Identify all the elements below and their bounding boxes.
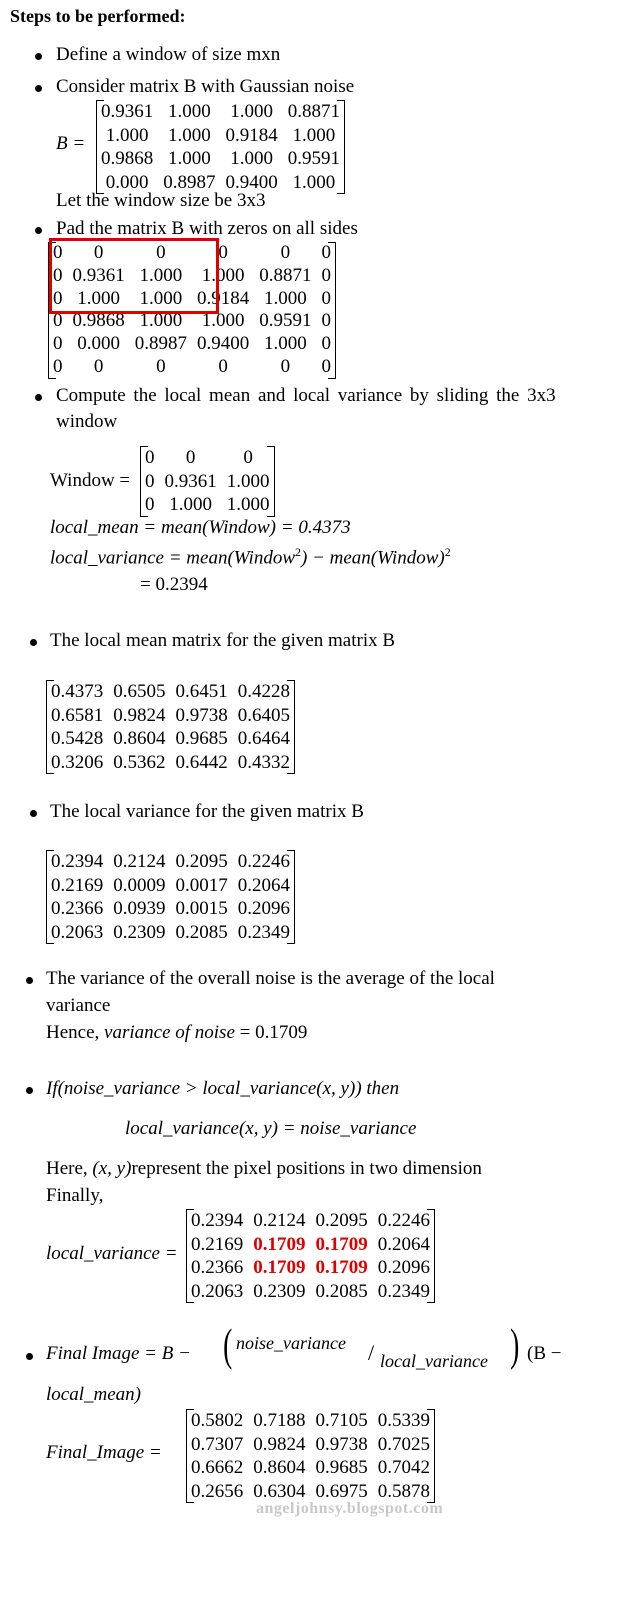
final-image-formula: Final Image = B − <box>46 1343 191 1364</box>
matrix-cell: 0 <box>185 447 196 468</box>
matrix-cell: 1.000 <box>230 148 273 169</box>
matrix-cell: 0 <box>321 355 331 377</box>
window-size-note: Let the window size be 3x3 <box>56 190 266 211</box>
matrix-cell: 1.000 <box>139 264 183 286</box>
matrix-row <box>46 897 295 921</box>
bullet-icon <box>30 810 37 817</box>
matrix-cell: 0.9868 <box>72 310 125 332</box>
matrix-cell: 0.2064 <box>237 874 290 896</box>
matrix-cell: 0 <box>53 264 63 286</box>
matrix-cell: 0.2063 <box>191 1280 244 1302</box>
watermark: angeljohnsy.blogspot.com <box>256 1500 444 1517</box>
matrix-cell: 0.2096 <box>237 898 290 919</box>
matrix-cell: 0 <box>145 470 155 492</box>
matrix-cell: 0 <box>145 494 155 515</box>
step-gaussian-noise: Consider matrix B with Gaussian noise <box>56 76 355 97</box>
matrix-cell: 0.2246 <box>377 1210 430 1231</box>
matrix-cell: 1.000 <box>292 124 336 146</box>
step-define-window: Define a window of size mxn <box>56 44 281 65</box>
matrix-cell: 0.7105 <box>315 1410 368 1431</box>
matrix-cell: 1.000 <box>292 171 336 193</box>
matrix-cell: 0.4228 <box>237 681 290 702</box>
matrix-cell: 0.2246 <box>237 851 290 872</box>
matrix-cell: 0 <box>156 242 166 263</box>
matrix-cell: 0.6662 <box>191 1457 244 1478</box>
matrix-cell: 0 <box>145 447 155 468</box>
formula-denominator: local_variance <box>380 1351 488 1371</box>
if-condition: If(noise_variance > local_variance(x, y)) then <box>46 1078 400 1099</box>
step-overall-noise: The variance of the overall noise is the average of the local <box>46 968 495 989</box>
final-variance-label: local_variance = <box>46 1243 178 1264</box>
matrix-cell: 0.2124 <box>113 851 166 872</box>
matrix-cell: 0.6505 <box>113 681 166 702</box>
formula-tail-cont: local_mean) <box>46 1384 141 1405</box>
matrix-cell: 0.1709 <box>315 1233 368 1255</box>
matrix-cell: 0.2095 <box>175 851 228 872</box>
step-local-variance: The local variance for the given matrix B <box>50 801 364 822</box>
matrix-cell: 0.5802 <box>191 1410 244 1431</box>
local-mean-matrix <box>46 680 295 774</box>
matrix-cell: 0 <box>321 287 331 309</box>
matrix-cell: 0 <box>53 242 63 263</box>
matrix-row <box>46 850 295 874</box>
matrix-cell: 0 <box>321 242 331 263</box>
final-image-label: Final_Image = <box>46 1442 162 1463</box>
matrix-cell: 0.1709 <box>253 1257 306 1278</box>
matrix-cell: 0.2169 <box>51 874 104 896</box>
matrix-cell: 0 <box>156 355 166 377</box>
matrix-cell: 0.9685 <box>315 1457 368 1478</box>
matrix-row <box>46 751 295 775</box>
matrix-row <box>46 874 295 898</box>
matrix-cell: 0.6581 <box>51 704 104 726</box>
matrix-cell: 0.6442 <box>175 751 228 773</box>
matrix-cell: 0.6304 <box>253 1480 306 1502</box>
matrix-cell: 0.2095 <box>315 1210 368 1231</box>
step-compute-local-cont: window <box>56 411 118 432</box>
matrix-cell: 1.000 <box>230 101 273 122</box>
matrix-cell: 0 <box>280 242 291 263</box>
bullet-icon <box>26 1353 33 1360</box>
matrix-cell: 0.9184 <box>197 287 250 309</box>
assignment-line: local_variance(x, y) = noise_variance <box>125 1118 417 1139</box>
matrix-cell: 0.2085 <box>315 1280 368 1302</box>
matrix-cell: 0.9591 <box>259 310 312 332</box>
window-highlight-box <box>49 238 219 314</box>
matrix-cell: 0.6405 <box>237 704 290 726</box>
matrix-cell: 0.4332 <box>237 751 290 773</box>
matrix-cell: 0.1709 <box>315 1257 368 1278</box>
matrix-cell: 0.2394 <box>51 851 104 872</box>
matrix-cell: 0.0939 <box>113 898 166 919</box>
matrix-cell: 0.2096 <box>377 1257 430 1278</box>
matrix-row <box>46 704 295 728</box>
matrix-cell: 0 <box>53 355 63 377</box>
step-compute-local: Compute the local mean and local variance by sliding the 3x3 <box>56 385 556 406</box>
matrix-cell: 0 <box>218 242 228 263</box>
matrix-cell: 0.5878 <box>377 1480 430 1502</box>
page-heading: Steps to be performed: <box>10 6 186 26</box>
matrix-cell: 0.7188 <box>253 1410 306 1431</box>
matrix-cell: 0.000 <box>105 171 149 193</box>
final-image-matrix <box>186 1409 435 1503</box>
matrix-cell: 0.2366 <box>51 898 104 919</box>
matrix-cell: 0.8871 <box>259 264 312 286</box>
matrix-cell: 0.9591 <box>287 148 340 169</box>
matrix-cell: 0.7307 <box>191 1433 244 1455</box>
matrix-cell: 0.6451 <box>175 681 228 702</box>
matrix-cell: 1.000 <box>105 124 149 146</box>
matrix-cell: 0 <box>321 264 331 286</box>
window-label: Window = <box>50 470 131 491</box>
matrix-row <box>96 100 345 124</box>
final-variance-matrix <box>186 1209 435 1303</box>
matrix-cell: 0.8987 <box>163 171 216 193</box>
matrix-cell: 0.000 <box>77 333 120 355</box>
matrix-cell: 0.2349 <box>377 1280 430 1302</box>
matrix-cell: 0.9868 <box>101 148 154 169</box>
matrix-cell: 0.2085 <box>175 921 228 943</box>
matrix-cell: 0.0017 <box>175 874 228 896</box>
matrix-cell: 1.000 <box>169 494 212 515</box>
finally-label: Finally, <box>46 1185 104 1206</box>
matrix-row <box>48 356 336 379</box>
matrix-cell: 0.2366 <box>191 1257 244 1278</box>
bullet-icon <box>35 394 42 401</box>
noise-variance-result: Hence, variance of noise = 0.1709 <box>46 1022 308 1043</box>
matrix-row <box>186 1456 435 1480</box>
matrix-cell: 0.5428 <box>51 728 104 749</box>
right-paren: ) <box>510 1319 520 1370</box>
matrix-cell: 0.2394 <box>191 1210 244 1231</box>
matrix-cell: 0.3206 <box>51 751 104 773</box>
matrix-cell: 0.0015 <box>175 898 228 919</box>
matrix-cell: 1.000 <box>226 494 270 515</box>
matrix-cell: 1.000 <box>201 310 245 332</box>
formula-tail: (B − <box>527 1343 562 1364</box>
bullet-icon <box>35 227 42 234</box>
matrix-cell: 1.000 <box>264 333 307 355</box>
matrix-cell: 1.000 <box>226 470 270 492</box>
bullet-icon <box>30 639 37 646</box>
pixel-position-note: Here, (x, y)represent the pixel positions in two dimension <box>46 1158 482 1179</box>
matrix-cell: 0 <box>93 355 104 377</box>
matrix-row <box>46 727 295 751</box>
matrix-cell: 0.9738 <box>175 704 228 726</box>
matrix-cell: 0.2124 <box>253 1210 306 1231</box>
local-mean-equation: local_mean = mean(Window) = 0.4373 <box>50 517 351 538</box>
matrix-row <box>140 446 275 470</box>
matrix-cell: 0 <box>243 447 253 468</box>
matrix-cell: 0.5362 <box>113 751 166 773</box>
matrix-cell: 0.9685 <box>175 728 228 749</box>
window-matrix <box>140 446 275 517</box>
fraction-slash: / <box>368 1340 375 1365</box>
matrix-cell: 0.9361 <box>164 470 217 492</box>
matrix-cell: 0.8604 <box>253 1457 306 1478</box>
bullet-icon <box>35 85 42 92</box>
matrix-cell: 0.9738 <box>315 1433 368 1455</box>
matrix-cell: 0.9400 <box>225 171 278 193</box>
matrix-row <box>96 147 345 171</box>
matrix-cell: 0.2309 <box>253 1280 306 1302</box>
matrix-cell: 1.000 <box>77 287 120 309</box>
matrix-cell: 0.5339 <box>377 1410 430 1431</box>
matrix-row <box>46 680 295 704</box>
matrix-row <box>96 124 345 148</box>
step-overall-noise-cont: variance <box>46 995 111 1016</box>
matrix-cell: 0.2063 <box>51 921 104 943</box>
matrix-cell: 1.000 <box>201 264 245 286</box>
matrix-row <box>186 1280 435 1304</box>
matrix-cell: 0 <box>321 310 331 332</box>
matrix-cell: 0.6975 <box>315 1480 368 1502</box>
matrix-cell: 0 <box>53 310 63 332</box>
matrix-cell: 1.000 <box>264 287 307 309</box>
matrix-cell: 0.8604 <box>113 728 166 749</box>
matrix-b-label: B = <box>56 133 86 154</box>
matrix-cell: 1.000 <box>168 148 211 169</box>
matrix-cell: 0.1709 <box>253 1233 306 1255</box>
formula-numerator: noise_variance <box>236 1333 346 1353</box>
local-variance-value: = 0.2394 <box>140 574 208 595</box>
matrix-cell: 0.0009 <box>113 874 166 896</box>
matrix-cell: 0.9824 <box>253 1433 306 1455</box>
matrix-cell: 0.2064 <box>377 1233 430 1255</box>
bullet-icon <box>35 53 42 60</box>
matrix-cell: 0.2656 <box>191 1480 244 1502</box>
matrix-row <box>186 1209 435 1233</box>
matrix-cell: 0.9400 <box>197 333 250 355</box>
matrix-cell: 0 <box>280 355 291 377</box>
matrix-cell: 0.9184 <box>225 124 278 146</box>
matrix-cell: 0 <box>53 333 63 355</box>
matrix-cell: 1.000 <box>168 124 211 146</box>
matrix-cell: 0.4373 <box>51 681 104 702</box>
bullet-icon <box>26 1087 33 1094</box>
matrix-cell: 0 <box>218 355 228 377</box>
matrix-cell: 0.9361 <box>101 101 154 122</box>
matrix-cell: 1.000 <box>168 101 211 122</box>
matrix-row <box>140 470 275 494</box>
matrix-row <box>186 1433 435 1457</box>
bullet-icon <box>26 977 33 984</box>
matrix-cell: 1.000 <box>139 310 183 332</box>
matrix-row <box>186 1409 435 1433</box>
matrix-cell: 0.2169 <box>191 1233 244 1255</box>
matrix-cell: 0.2349 <box>237 921 290 943</box>
matrix-cell: 0 <box>321 333 331 355</box>
matrix-cell: 0.9361 <box>72 264 125 286</box>
matrix-cell: 0 <box>53 287 63 309</box>
matrix-row <box>140 493 275 517</box>
matrix-cell: 0.7042 <box>377 1457 430 1478</box>
matrix-row <box>186 1233 435 1257</box>
matrix-cell: 0.6464 <box>237 728 290 749</box>
step-local-mean-matrix: The local mean matrix for the given matrix B <box>50 630 396 651</box>
local-variance-matrix <box>46 850 295 944</box>
matrix-row <box>46 921 295 945</box>
matrix-cell: 0.2309 <box>113 921 166 943</box>
matrix-row <box>48 333 336 356</box>
local-variance-equation: local_variance = mean(Window$^2$) − mean(Window)$^2$ <box>50 545 451 569</box>
step-pad-matrix: Pad the matrix B with zeros on all sides <box>56 218 358 239</box>
matrix-row <box>186 1256 435 1280</box>
matrix-cell: 0.7025 <box>377 1433 430 1455</box>
matrix-cell: 1.000 <box>139 287 183 309</box>
matrix-cell: 0.8987 <box>134 333 187 355</box>
left-paren: ( <box>223 1319 233 1370</box>
matrix-b <box>96 100 345 194</box>
matrix-cell: 0 <box>93 242 104 263</box>
matrix-cell: 0.9824 <box>113 704 166 726</box>
matrix-cell: 0.8871 <box>287 101 340 122</box>
